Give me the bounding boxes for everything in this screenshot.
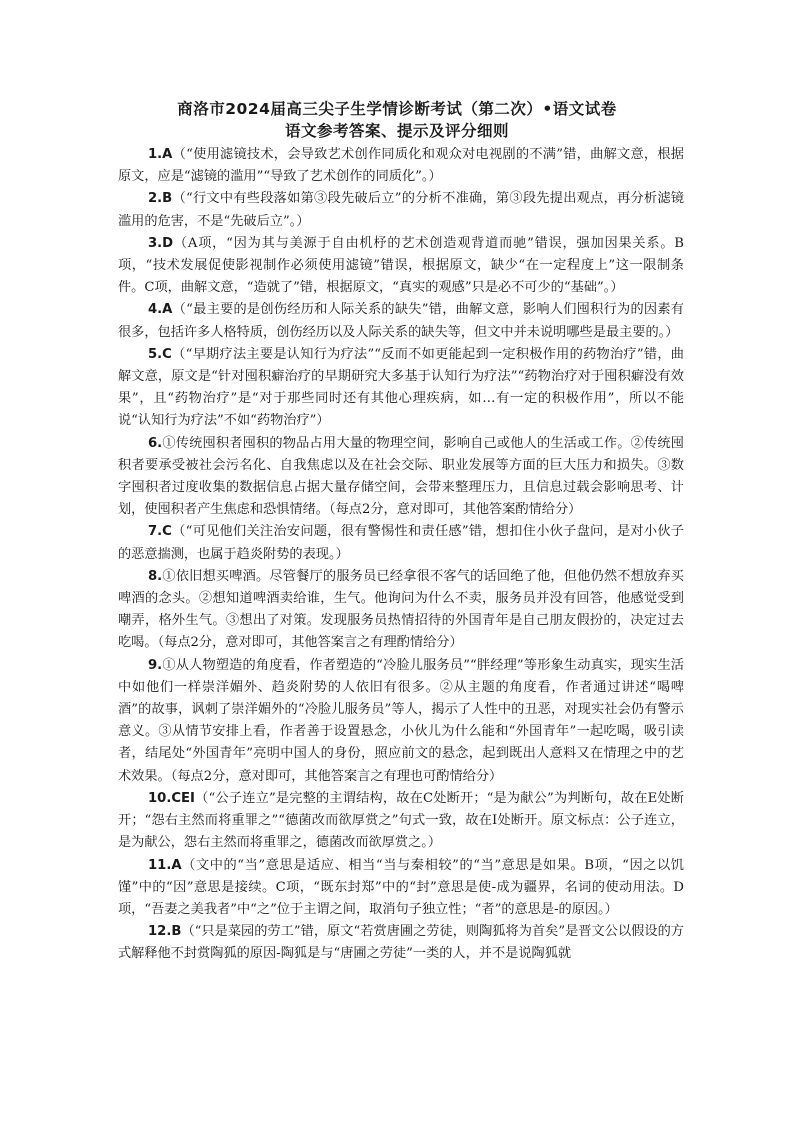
answer-text: （文中的“当”意思是适应、相当“当与秦相较”的“当”意思是如果。B项，“因之以饥馑”中的“因”意思是接续。C项，“既东封郑”中的“封”意思是使-成为疆界，名词的使动用法。D项，“吾妻之美我者”中“之”位于主谓之间，取消句子独立性；“者”的意思是-的原因。） xyxy=(118,857,684,917)
answer-text: （“使用滤镜技术，会导致艺术创作同质化和观众对电视剧的不满”错，曲解文意，根据原文，应是“滤镜的滥用”“导致了艺术创作的同质化”。） xyxy=(118,147,684,185)
answer-number: 8. xyxy=(148,568,163,584)
answer-item xyxy=(118,788,684,855)
answer-number: 5.C xyxy=(148,346,172,362)
answer-item xyxy=(118,655,684,788)
answer-text: （“只是菜园的劳工”错，原文“若赏唐圃之劳徒，则陶狐将为首矣”是晋文公以假设的方式解释他不封赏陶狐的原因-陶狐是与“唐圃之劳徒”一类的人，并不是说陶狐就 xyxy=(118,924,684,962)
answer-text: （“可见他们关注治安问题，很有警惕性和责任感”错，想扣住小伙子盘问，是对小伙子的恶意揣测，也属于趋炎附势的表现。） xyxy=(118,524,684,562)
answer-number: 12.B xyxy=(148,924,182,940)
answer-item xyxy=(118,433,684,522)
answer-number: 11.A xyxy=(148,857,182,873)
answer-text: （“早期疗法主要是认知行为疗法”“反而不如更能起到一定积极作用的药物治疗”错，曲解文意，原文是“针对囤积癖治疗的早期研究大多基于认知行为疗法”“药物治疗对于囤积癖没有效果”，且“药物治疗”是“对于那些同时还有其他心理疾病，如…有一定的积极作用”，所以不能说“认知行为疗法”不如“药物治疗”） xyxy=(118,346,684,429)
answer-item xyxy=(118,233,684,300)
answer-text: ①从人物塑造的角度看，作者塑造的“冷脸儿服务员”“胖经理”等形象生动真实，现实生活中如他们一样崇洋媚外、趋炎附势的人依旧有很多。②从主题的角度看，作者通过讲述“喝啤酒”的故事，讽刺了崇洋媚外的“冷脸儿服务员”等人，揭示了人性中的丑恶，对现实社会仍有警示意义。③从情节安排上看，作者善于设置悬念，小伙儿为什么能和“外国青年”一起吃喝，吸引读者，结尾处“外国青年”亮明中国人的身份，照应前文的悬念，起到既出人意料又在情理之中的艺术效果。（每点2分，意对即可，其他答案言之有理也可酌情给分） xyxy=(118,657,684,784)
answer-item xyxy=(118,521,684,565)
answer-number: 1.A xyxy=(148,147,173,162)
document-subtitle: 语文参考答案、提示及评分细则 xyxy=(284,122,509,140)
answer-item xyxy=(118,188,684,232)
answer-item xyxy=(118,566,684,655)
answer-number: 6. xyxy=(148,435,163,451)
answer-item xyxy=(118,344,684,433)
document-title: 商洛市2024届高三尖子生学情诊断考试（第二次）•语文试卷 xyxy=(177,100,617,118)
answer-number: 7.C xyxy=(148,524,172,540)
answer-item xyxy=(118,921,684,965)
answer-item xyxy=(118,299,684,343)
answer-text: （“公子连立”是完整的主谓结构，故在C处断开；“是为献公”为判断句，故在E处断开；“怨右主然而将重罪之”“德菌改而欲厚赏之”句式一致，故在I处断开。原文标点：公子连立，是为献公，怨右主然而将重罪之，德菌改而欲厚赏之。） xyxy=(118,790,684,851)
answer-text: （“行文中有些段落如第③段先破后立”的分析不准确，第③段先提出观点，再分析滤镜滥用的危害，不是“先破后立”。） xyxy=(118,191,684,229)
answer-number: 9. xyxy=(148,657,163,673)
answer-number: 10.CEI xyxy=(148,790,195,806)
answer-text: ①依旧想买啤酒。尽管餐厅的服务员已经拿很不客气的话回绝了他，但他仍然不想放弃买啤酒的念头。②想知道啤酒卖给谁，生气。他询问为什么不卖，服务员并没有回答，他感觉受到嘲弄，格外生气。③想出了对策。发现服务员热情招待的外国青年是自己朋友假扮的，决定过去吃喝。（每点2分，意对即可，其他答案言之有理酌情给分） xyxy=(118,568,684,651)
answer-text: （“最主要的是创伤经历和人际关系的缺失”错，曲解文意，影响人们囤积行为的因素有很多，包括许多人格特质，创伤经历以及人际关系的缺失等，但文中并未说明哪些是最主要的。） xyxy=(118,302,684,340)
answer-number: 2.B xyxy=(148,191,173,207)
answer-text: ①传统囤积者囤积的物品占用大量的物理空间，影响自己或他人的生活或工作。②传统囤积者要承受被社会污名化、自我焦虑以及在社会交际、职业发展等方面的巨大压力和损失。③数字囤积者过度收集的数据信息占据大量存储空间，会带来整理压力，且信息过载会影响思考、计划，使囤积者产生焦虑和恐惧情绪。（每点2分，意对即可，其他答案酌情给分） xyxy=(118,435,684,518)
answer-number: 3.D xyxy=(148,235,174,251)
answer-text: （A项，“因为其与美源于自由机杼的艺术创造观背道而驰”错误，强加因果关系。B项，“技术发展促使影视制作必须使用滤镜”错误，根据原文，缺少“在一定程度上”这一限制条件。C项，曲解文意，“造就了”错，根据原文，“真实的观感”只是必不可少的“基础”。） xyxy=(118,235,684,296)
answer-item xyxy=(118,144,684,188)
answer-list xyxy=(118,144,684,966)
answer-number: 4.A xyxy=(148,302,173,318)
answer-item xyxy=(118,855,684,922)
